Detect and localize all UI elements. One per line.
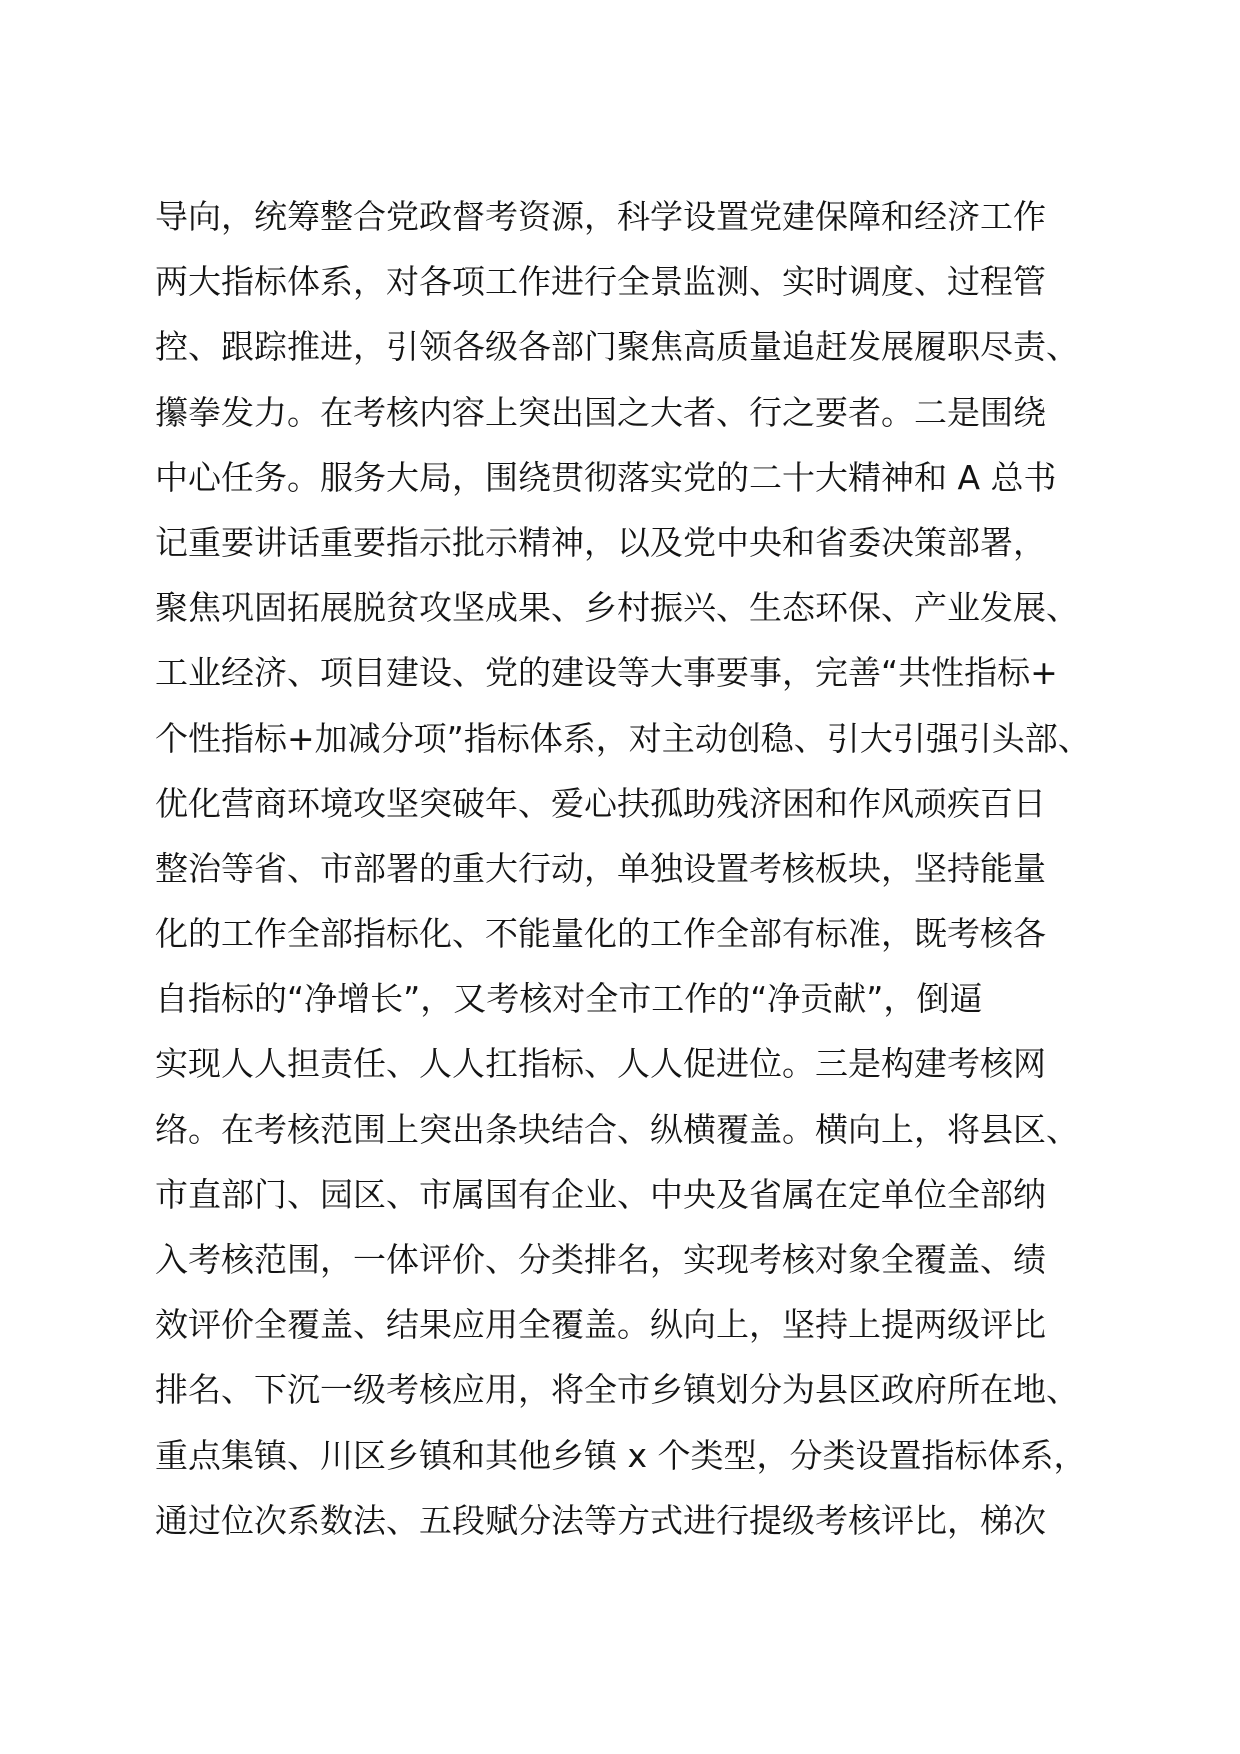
text-line: 络。在考核范围上突出条块结合、纵横覆盖。横向上，将县区、 xyxy=(155,1109,1079,1149)
text-line: 通过位次系数法、五段赋分法等方式进行提级考核评比，梯次 xyxy=(155,1500,1046,1540)
text-line: 自指标的“净增长”，又考核对全市工作的“净贡献”，倒逼 xyxy=(155,979,983,1019)
text-line: 中心任务。服务大局，围绕贯彻落实党的二十大精神和 A 总书 xyxy=(155,457,1057,497)
text-line: 化的工作全部指标化、不能量化的工作全部有标准，既考核各 xyxy=(155,914,1046,954)
text-line: 聚焦巩固拓展脱贫攻坚成果、乡村振兴、生态环保、产业发展、 xyxy=(155,588,1079,628)
body-text xyxy=(155,184,1115,1553)
text-line: 入考核范围，一体评价、分类排名，实现考核对象全覆盖、绩 xyxy=(155,1240,1046,1279)
text-line: 优化营商环境攻坚突破年、爱心扶孤助残济困和作风顽疾百日 xyxy=(155,783,1046,823)
text-line: 重点集镇、川区乡镇和其他乡镇 x 个类型，分类设置指标体系， xyxy=(155,1435,1087,1475)
text-line: 记重要讲话重要指示批示精神，以及党中央和省委决策部署， xyxy=(155,522,1046,562)
text-line: 效评价全覆盖、结果应用全覆盖。纵向上，坚持上提两级评比 xyxy=(155,1305,1046,1345)
text-line: 市直部门、园区、市属国有企业、中央及省属在定单位全部纳 xyxy=(155,1174,1046,1214)
text-line: 控、跟踪推进，引领各级各部门聚焦高质量追赶发展履职尽责、 xyxy=(155,327,1079,367)
text-line: 个性指标+加减分项”指标体系，对主动创稳、引大引强引头部、 xyxy=(155,718,1091,758)
text-line: 实现人人担责任、人人扛指标、人人促进位。三是构建考核网 xyxy=(155,1044,1046,1084)
text-line: 排名、下沉一级考核应用，将全市乡镇划分为县区政府所在地、 xyxy=(155,1370,1079,1410)
text-line: 导向，统筹整合党政督考资源，科学设置党建保障和经济工作 xyxy=(155,197,1046,236)
text-line: 工业经济、项目建设、党的建设等大事要事，完善“共性指标+ xyxy=(155,653,1058,693)
text-line: 整治等省、市部署的重大行动，单独设置考核板块，坚持能量 xyxy=(155,848,1046,888)
text-line: 攥拳发力。在考核内容上突出国之大者、行之要者。二是围绕 xyxy=(155,392,1046,432)
text-line: 两大指标体系，对各项工作进行全景监测、实时调度、过程管 xyxy=(155,262,1046,302)
